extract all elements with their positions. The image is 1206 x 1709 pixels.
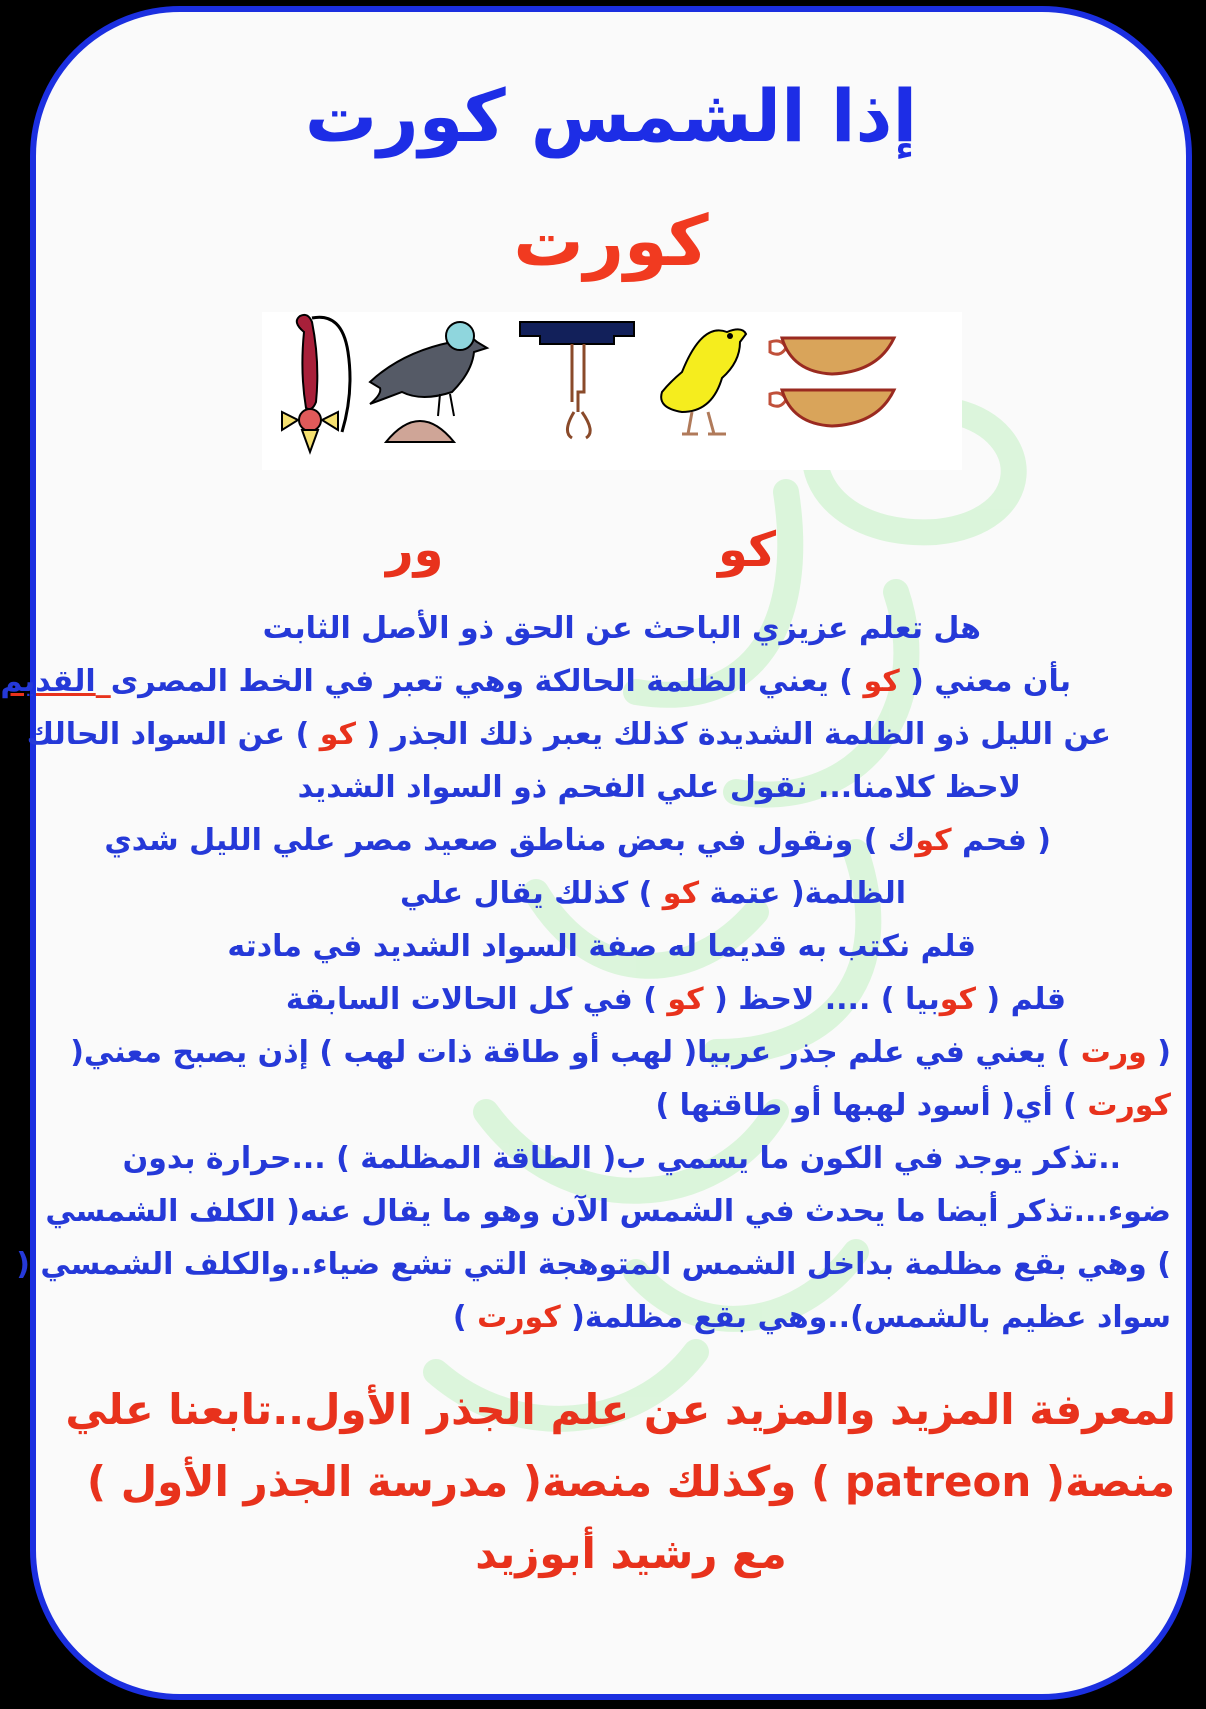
text-segment: ) عن السواد الحالك [26,717,320,752]
page-title: إذا الشمس كورت [304,74,918,158]
body-line [81,1079,1171,1132]
sandal-strap-icon [282,315,350,452]
swallow-icon [370,322,487,416]
hieroglyph-strip [262,312,962,470]
text-segment: لاحظ كلامنا... نقول علي الفحم ذو السواد الشديد [297,770,1021,805]
highlight-word: كو [319,717,357,752]
text-segment: ( فحم [951,823,1051,858]
body-line [70,1026,1171,1079]
highlight-word: كو [939,982,976,1017]
text-segment: بأن معني ( [899,664,1071,699]
text-segment: ) أي( أسود لهبها أو طاقتها ) [655,1088,1088,1123]
syllable-wr: ور [386,522,444,578]
highlight-word: كو [863,664,900,699]
text-segment: هل تعلم عزيزي الباحث عن الحق ذو الأصل الثابت [262,611,981,646]
text-segment: قلم نكتب به قديما له صفة السواد الشديد في مادته [227,929,976,964]
syllable-ko: كو [718,522,777,578]
footer-line: مع رشيد أبوزيد [475,1529,787,1578]
highlight-word: كورت [1087,1088,1171,1123]
highlight-word: كو [662,876,700,911]
body-line [81,920,1171,973]
body-line [81,867,1171,920]
text-segment: ) في كل الحالات السابقة [285,982,668,1017]
body-line [81,973,1171,1026]
poster-card [0,6,1192,1700]
text-segment: ( [1146,1035,1171,1070]
text-segment: سواد عظيم بالشمس)..وهي بقع مظلمة( [560,1300,1171,1335]
text-segment: قلم ( [975,982,1066,1017]
bread-loaf-icon [386,421,454,442]
text-segment: بيا ) .... لاحظ ( [703,982,940,1017]
text-segment: ) يعني الظلمة الحالكة وهي تعبر في الخط المصرى [110,664,864,699]
highlight-word: _ [95,664,111,699]
text-segment: ) [452,1300,478,1335]
basket-icon [770,338,894,426]
text-segment: ضوء...تذكر أيضا ما يحدث في الشمس الآن وهو ما يقال عنه( الكلف الشمسي [45,1194,1171,1229]
page-subtitle: كورت [513,200,709,282]
quail-chick-icon [661,329,746,434]
footer-line: لمعرفة المزيد والمزيد عن علم الجذر الأول..تابعنا علي [65,1385,1176,1434]
text-segment: القديم [0,664,96,699]
text-segment: ) كذلك يقال علي [400,876,663,911]
body-line [81,1291,1171,1344]
text-segment: الظلمة( عتمة [699,876,906,911]
body-line [0,655,1171,708]
text-segment: ..تذكر يوجد في الكون ما يسمي ب( الطاقة المظلمة ) ...حرارة بدون [122,1141,1121,1176]
footer-text [65,1374,1176,1590]
body-line [81,761,1171,814]
highlight-word: كو [915,823,952,858]
highlight-word: كورت [477,1300,561,1335]
body-line [81,814,1171,867]
text-segment: ) وهي بقع مظلمة بداخل الشمس المتوهجة التي تشع ضياء..والكلف الشمسي ( [16,1247,1171,1282]
text-segment: ك ) ونقول في بعض مناطق صعيد مصر علي الليل شدي [104,823,916,858]
body-line [81,602,1171,655]
highlight-word: كو [667,982,704,1017]
body-line [45,1185,1171,1238]
body-line [81,1132,1171,1185]
text-segment: عن الليل ذو الظلمة الشديدة كذلك يعبر ذلك الجذر ( [356,717,1111,752]
footer-line: منصة( patreon ) وكذلك منصة( مدرسة الجذر الأول ) [86,1457,1176,1506]
body-line [26,708,1171,761]
body-text [0,602,1171,1344]
tethering-rope-icon [520,322,634,438]
body-line [16,1238,1171,1291]
highlight-word: ورت [1080,1035,1147,1070]
text-segment: ) يعني في علم جذر عربيا( لهب أو طاقة ذات لهب ) إذن يصبح معني( [70,1035,1081,1070]
